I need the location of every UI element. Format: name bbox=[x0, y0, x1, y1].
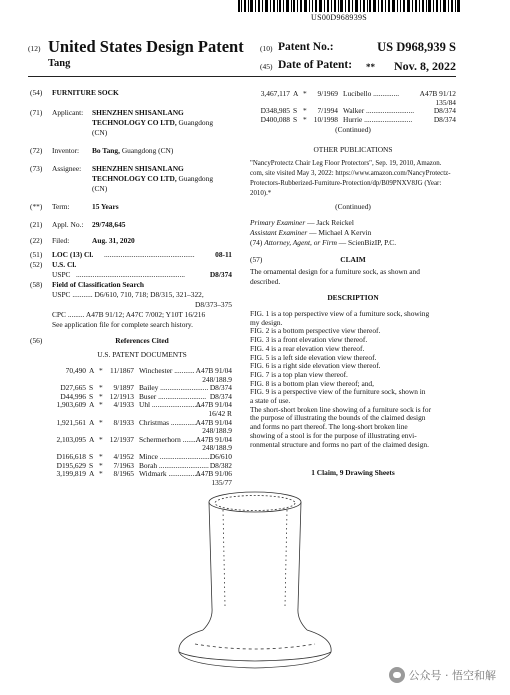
wechat-icon bbox=[389, 667, 405, 683]
ref-subclass: 248/188.9 bbox=[202, 374, 232, 384]
description-line: ronmental structure and forms no part of the claimed design. bbox=[250, 439, 429, 449]
attorney: (74) Attorney, Agent, or Firm — ScienBizIP, P.C. bbox=[250, 238, 397, 247]
ref-class: D8/374 bbox=[209, 391, 232, 401]
ref-cited-marker: * bbox=[303, 106, 307, 116]
applicant-line-3: (CN) bbox=[92, 128, 108, 137]
ref-number: D348,985 bbox=[260, 106, 290, 116]
ref-number: 1,903,609 bbox=[56, 400, 86, 410]
field-search-label: Field of Classification Search bbox=[52, 280, 145, 289]
ref-kind: S bbox=[89, 383, 94, 393]
date-label: Date of Patent: bbox=[278, 59, 353, 71]
inventor-surname: Tang bbox=[48, 58, 71, 69]
date-marker: ** bbox=[366, 62, 375, 72]
ref-kind: S bbox=[293, 106, 298, 116]
assignee-line-2: TECHNOLOGY CO LTD, Guangdong bbox=[92, 174, 214, 183]
ref-number: D400,088 bbox=[260, 114, 290, 124]
refs-cited-label: References Cited bbox=[115, 336, 169, 345]
claim-line-1: The ornamental design for a furniture sock, as shown and bbox=[250, 267, 420, 276]
continued-2: (Continued) bbox=[335, 202, 371, 211]
code-52: (52) bbox=[30, 260, 43, 269]
ref-class: D8/374 bbox=[209, 383, 232, 393]
code-21: (21) bbox=[30, 220, 43, 229]
ref-cited-marker: * bbox=[99, 417, 103, 427]
filed-label: Filed: bbox=[52, 236, 70, 245]
ref-name: Hurrie .......................... bbox=[343, 114, 413, 124]
description-line: FIG. 5 is a left side elevation view thereof. bbox=[250, 352, 377, 362]
ref-kind: S bbox=[89, 452, 94, 461]
code-10: (10) bbox=[260, 44, 273, 53]
ref-cited-marker: * bbox=[303, 114, 307, 124]
ref-class: D6/610 bbox=[209, 452, 232, 461]
ref-kind: S bbox=[89, 391, 94, 401]
patent-date: Nov. 8, 2022 bbox=[393, 59, 456, 73]
ref-date: 4/1952 bbox=[113, 452, 134, 461]
ref-kind: S bbox=[293, 114, 298, 124]
ref-name: Winchester ........... bbox=[139, 366, 195, 375]
description-line: FIG. 8 is a bottom plan view thereof; and, bbox=[250, 378, 374, 388]
code-12: (12) bbox=[28, 44, 41, 53]
ref-kind: A bbox=[89, 469, 95, 479]
description-line: FIG. 9 is a perspective view of the furniture sock, shown in bbox=[250, 387, 426, 397]
description-line: FIG. 7 is a top plan view thereof. bbox=[250, 369, 348, 379]
primary-examiner: Primary Examiner — Jack Reickel bbox=[250, 218, 354, 227]
ref-name: Bailey .......................... bbox=[139, 383, 209, 393]
ref-class: A47B 91/12 bbox=[419, 89, 456, 98]
ref-class: A47B 91/04 bbox=[195, 366, 232, 375]
ref-kind: A bbox=[89, 417, 95, 427]
appl-no-value: 29/748,645 bbox=[92, 220, 126, 229]
document-title: United States Design Patent bbox=[48, 37, 244, 56]
ref-subclass: 135/84 bbox=[435, 97, 456, 107]
description-line: and forms no part thereof. The long-short broken line bbox=[250, 422, 408, 432]
loc-dots: ................................................. bbox=[104, 250, 195, 259]
assistant-examiner: Assistant Examiner — Michael A Kervin bbox=[250, 228, 372, 237]
publication-line-2: com, site visited May 3, 2022: https://www.amazon.com/NancyProtectz- bbox=[250, 170, 451, 177]
field-line-4: See application file for complete search history. bbox=[52, 320, 193, 329]
barcode bbox=[238, 0, 460, 12]
publication-line-3: Protectors-Rubberized-Furniture-Protection/dp/B09PNXV8JG (Year: bbox=[250, 180, 442, 187]
field-line-1: USPC ........... D6/610, 710, 718; D8/315, 321–322, bbox=[52, 290, 204, 299]
ref-date: 7/1994 bbox=[317, 106, 338, 116]
ref-subclass: 248/188.9 bbox=[202, 426, 232, 436]
ref-number: 1,921,561 bbox=[56, 417, 86, 427]
ref-kind: A bbox=[89, 366, 95, 375]
ref-class: A47B 91/04 bbox=[195, 434, 232, 444]
ref-cited-marker: * bbox=[303, 89, 307, 98]
field-line-2: D8/373–375 bbox=[195, 300, 232, 309]
description-line: FIG. 6 is a right side elevation view thereof. bbox=[250, 361, 381, 371]
description-line: showing of a stool is for the purpose of illustrating envi- bbox=[250, 430, 417, 440]
assignee-line-3: (CN) bbox=[92, 184, 108, 193]
ref-name: Widmark ................. bbox=[139, 469, 200, 479]
uspc-label: USPC bbox=[52, 270, 71, 279]
code-54: (54) bbox=[30, 88, 43, 97]
ref-subclass: 248/188.9 bbox=[202, 443, 232, 453]
ref-cited-marker: * bbox=[99, 452, 103, 461]
ref-subclass: 16/42 R bbox=[208, 409, 232, 418]
description-line: the purpose of illustrating the bounds of the claimed design bbox=[250, 413, 426, 423]
ref-date: 9/1969 bbox=[317, 89, 338, 98]
watermark-text: 公众号 · 悟空和解 bbox=[408, 669, 496, 682]
barcode-number: US00D968939S bbox=[311, 13, 368, 22]
ref-kind: A bbox=[293, 89, 299, 98]
claims-count: 1 Claim, 9 Drawing Sheets bbox=[311, 468, 395, 477]
ref-date: 8/1965 bbox=[113, 469, 134, 479]
ref-date: 9/1897 bbox=[113, 383, 134, 393]
ref-number: 70,490 bbox=[65, 366, 86, 375]
us-cl-label: U.S. Cl. bbox=[52, 260, 77, 269]
ref-class: D8/374 bbox=[433, 114, 456, 124]
patent-number: US D968,939 S bbox=[377, 40, 456, 54]
description-line: FIG. 4 is a rear elevation view thereof. bbox=[250, 343, 365, 353]
code-73: (73) bbox=[30, 164, 43, 173]
other-publications-label: OTHER PUBLICATIONS bbox=[313, 145, 393, 154]
ref-name: Buser .......................... bbox=[139, 391, 207, 401]
uspc-dots: ........................................................... bbox=[76, 270, 186, 279]
description-line: FIG. 1 is a top perspective view of a furniture sock, showing bbox=[250, 309, 430, 318]
ref-date: 10/1998 bbox=[313, 114, 338, 124]
furniture-sock-drawing bbox=[165, 488, 345, 678]
term-value: 15 Years bbox=[92, 202, 119, 211]
ref-name: Walker .......................... bbox=[343, 106, 415, 116]
description-line: The short-short broken line showing of a furniture sock is for bbox=[250, 404, 432, 414]
ref-class: A47B 91/04 bbox=[195, 400, 232, 410]
ref-number: D166,618 bbox=[56, 452, 86, 461]
code-term: (**) bbox=[30, 202, 43, 211]
applicant-label: Applicant: bbox=[52, 108, 84, 117]
loc-value: 08-11 bbox=[215, 250, 232, 259]
ref-kind: A bbox=[89, 434, 95, 444]
ref-cited-marker: * bbox=[99, 434, 103, 444]
ref-name: Mince ............................ bbox=[139, 452, 212, 461]
title-field: FURNITURE SOCK bbox=[52, 88, 119, 97]
code-45: (45) bbox=[260, 62, 273, 71]
ref-number: 2,103,095 bbox=[56, 434, 86, 444]
ref-date: 12/1937 bbox=[109, 434, 134, 444]
publication-line-4: 2010).* bbox=[250, 190, 272, 197]
ref-date: 11/1867 bbox=[110, 366, 134, 375]
patent-no-label: Patent No.: bbox=[278, 41, 334, 53]
term-label: Term: bbox=[52, 202, 70, 211]
code-51: (51) bbox=[30, 250, 43, 259]
ref-number: D44,996 bbox=[60, 391, 86, 401]
ref-number: D195,629 bbox=[56, 460, 86, 470]
ref-cited-marker: * bbox=[99, 391, 103, 401]
claim-label: CLAIM bbox=[340, 255, 366, 264]
ref-name: Borah ........................... bbox=[139, 460, 209, 470]
publication-line-1: "NancyProtectz Chair Leg Floor Protectors", Sep. 19, 2010, Amazon. bbox=[250, 160, 442, 167]
code-71: (71) bbox=[30, 108, 43, 117]
code-22: (22) bbox=[30, 236, 43, 245]
uspc-value: D8/374 bbox=[209, 270, 232, 279]
ref-date: 7/1963 bbox=[113, 460, 134, 470]
ref-number: 3,199,819 bbox=[56, 469, 86, 479]
ref-date: 8/1933 bbox=[113, 417, 134, 427]
filed-value: Aug. 31, 2020 bbox=[92, 236, 135, 245]
assignee-line-1: SHENZHEN SHISANLANG bbox=[92, 164, 184, 173]
code-57: (57) bbox=[250, 255, 263, 264]
claim-line-2: described. bbox=[250, 277, 281, 286]
ref-cited-marker: * bbox=[99, 460, 103, 470]
ref-kind: S bbox=[89, 460, 94, 470]
loc-label: LOC (13) Cl. bbox=[52, 250, 94, 259]
appl-no-label: Appl. No.: bbox=[52, 220, 84, 229]
field-line-3: CPC ......... A47B 91/12; A47C 7/002; Y10T 16/216 bbox=[52, 310, 206, 319]
ref-date: 12/1913 bbox=[109, 391, 134, 401]
ref-kind: A bbox=[89, 400, 95, 410]
ref-name: Lucibello .............. bbox=[343, 89, 400, 98]
ref-cited-marker: * bbox=[99, 400, 103, 410]
description-line: FIG. 2 is a bottom perspective view thereof. bbox=[250, 326, 381, 336]
us-patent-docs-label: U.S. PATENT DOCUMENTS bbox=[97, 350, 187, 359]
ref-class: A47B 91/04 bbox=[195, 417, 232, 427]
ref-name: Uhl ........................... bbox=[139, 400, 202, 410]
ref-number: 3,467,117 bbox=[260, 89, 290, 98]
ref-cited-marker: * bbox=[99, 469, 103, 479]
inventor-value: Bo Tang, Guangdong (CN) bbox=[92, 146, 174, 155]
ref-subclass: 135/77 bbox=[211, 477, 232, 487]
ref-number: D27,665 bbox=[60, 383, 86, 393]
ref-cited-marker: * bbox=[99, 383, 103, 393]
assignee-label: Assignee: bbox=[52, 164, 82, 173]
ref-class: A47B 91/06 bbox=[195, 469, 232, 479]
code-58: (58) bbox=[30, 280, 43, 289]
ref-name: Schermerhorn ........ bbox=[139, 434, 198, 444]
continued-1: (Continued) bbox=[335, 125, 371, 134]
code-72: (72) bbox=[30, 146, 43, 155]
header-divider bbox=[28, 76, 456, 77]
description-line: a state of use. bbox=[250, 396, 291, 405]
ref-cited-marker: * bbox=[99, 366, 103, 375]
inventor-label: Inventor: bbox=[52, 146, 80, 155]
ref-class: D8/374 bbox=[433, 106, 456, 116]
description-line: my design. bbox=[250, 317, 283, 327]
description-label: DESCRIPTION bbox=[327, 293, 379, 302]
applicant-line-2: TECHNOLOGY CO LTD, Guangdong bbox=[92, 118, 214, 127]
ref-date: 4/1933 bbox=[113, 400, 134, 410]
applicant-line-1: SHENZHEN SHISANLANG bbox=[92, 108, 184, 117]
code-56: (56) bbox=[30, 336, 43, 345]
description-line: FIG. 3 is a front elevation view thereof. bbox=[250, 335, 368, 345]
ref-name: Christmas .............. bbox=[139, 417, 197, 427]
watermark bbox=[389, 667, 497, 683]
ref-class: D8/382 bbox=[209, 460, 232, 470]
